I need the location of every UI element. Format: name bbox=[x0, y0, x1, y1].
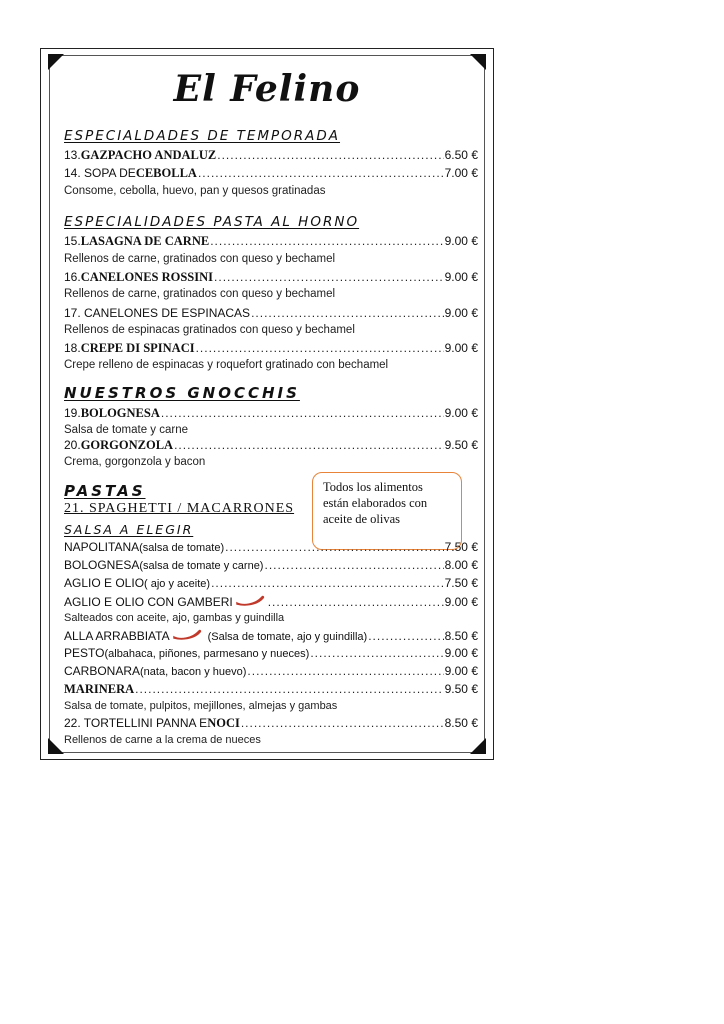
item-price: 9.00 € bbox=[444, 406, 478, 420]
subheading-spaghetti: 21. SPAGHETTI / MACARRONES bbox=[64, 501, 295, 516]
item-name: NOCI bbox=[207, 716, 240, 730]
item-number: 19. bbox=[64, 406, 81, 420]
item-description: Rellenos de carne, gratinados con queso y bechamel bbox=[64, 288, 336, 300]
item-number: 22. TORTELLINI PANNA E bbox=[64, 716, 208, 730]
sauce-marinera bbox=[64, 682, 478, 698]
item-price: 9.00 € bbox=[444, 270, 478, 284]
subheading-salsa: SALSA A ELEGIR bbox=[64, 522, 194, 537]
item-name: 17. CANELONES DE ESPINACAS bbox=[64, 306, 251, 320]
item-price: 7.50 € bbox=[444, 576, 478, 590]
sauce-detail: (Salsa de tomate, ajo y guindilla) bbox=[207, 631, 368, 643]
item-price: 9.50 € bbox=[444, 682, 478, 696]
sauce-name: AGLIO E OLIO bbox=[64, 576, 145, 590]
sauce-detail: ( ajo y aceite) bbox=[144, 578, 211, 590]
item-name: CEBOLLA bbox=[135, 166, 197, 180]
item-description: Salsa de tomate, pulpitos, mejillones, almejas y gambas bbox=[64, 700, 338, 712]
item-number: 16. bbox=[64, 270, 81, 284]
sauce-detail: (salsa de tomate y carne) bbox=[139, 560, 264, 572]
chili-pepper-icon bbox=[235, 594, 265, 606]
note-line: Todos los alimentos bbox=[323, 480, 423, 494]
sauce-carbonara bbox=[64, 664, 478, 680]
menu-item-22 bbox=[64, 716, 478, 732]
section-heading-pastas: PASTAS bbox=[64, 482, 146, 500]
sauce-detail: (salsa de tomate) bbox=[139, 542, 225, 554]
menu-item-18 bbox=[64, 341, 478, 357]
sauce-name: CARBONARA bbox=[64, 664, 141, 678]
item-price: 9.00 € bbox=[444, 306, 478, 320]
item-description: Rellenos de carne, gratinados con queso y bechamel bbox=[64, 253, 336, 265]
note-line: aceite de olivas bbox=[323, 512, 401, 526]
menu-item-20 bbox=[64, 438, 478, 454]
menu-item-19 bbox=[64, 406, 478, 422]
item-price: 9.50 € bbox=[444, 438, 478, 452]
sauce-pesto bbox=[64, 646, 478, 662]
item-description: Crema, gorgonzola y bacon bbox=[64, 456, 206, 468]
menu-item-16 bbox=[64, 270, 478, 286]
sauce-name: PESTO bbox=[64, 646, 105, 660]
sauce-detail: (nata, bacon y huevo) bbox=[140, 666, 247, 678]
section-heading-temporada: ESPECIALDADES DE TEMPORADA bbox=[64, 128, 341, 144]
item-number: 20. bbox=[64, 438, 81, 452]
item-price: 8.50 € bbox=[444, 716, 478, 730]
menu-item-15 bbox=[64, 234, 478, 250]
item-price: 9.00 € bbox=[444, 595, 478, 609]
item-number: 14. SOPA DE bbox=[64, 166, 136, 180]
menu-item-17 bbox=[64, 306, 478, 322]
item-number: 15. bbox=[64, 234, 81, 248]
item-description: Rellenos de carne a la crema de nueces bbox=[64, 734, 261, 746]
item-price: 8.50 € bbox=[444, 629, 478, 643]
menu-page bbox=[40, 48, 494, 760]
sauce-detail: (albahaca, piñones, parmesano y nueces) bbox=[104, 648, 310, 660]
item-name: CANELONES ROSSINI bbox=[80, 270, 214, 284]
sauce-arrabbiata bbox=[64, 628, 478, 644]
item-price: 9.00 € bbox=[444, 646, 478, 660]
chili-pepper-icon bbox=[172, 628, 202, 640]
note-line: están elaborados con bbox=[323, 496, 428, 510]
item-description: Salteados con aceite, ajo, gambas y guindilla bbox=[64, 612, 285, 624]
item-description: Salsa de tomate y carne bbox=[64, 424, 189, 436]
item-name: BOLOGNESA bbox=[80, 406, 160, 420]
item-description: Crepe relleno de espinacas y roquefort gratinado con bechamel bbox=[64, 359, 389, 371]
corner-ornament bbox=[470, 738, 486, 754]
sauce-name: MARINERA bbox=[64, 682, 135, 696]
item-number: 13. bbox=[64, 148, 81, 162]
sauce-gamberi bbox=[64, 594, 478, 610]
item-name: GAZPACHO ANDALUZ bbox=[80, 148, 217, 162]
item-price: 9.00 € bbox=[444, 664, 478, 678]
item-price: 9.00 € bbox=[444, 234, 478, 248]
menu-item-14 bbox=[64, 166, 478, 182]
corner-ornament bbox=[48, 738, 64, 754]
item-price: 7.50 € bbox=[444, 540, 478, 554]
item-description: Rellenos de espinacas gratinados con queso y bechamel bbox=[64, 324, 355, 336]
sauce-aglio-olio bbox=[64, 576, 478, 592]
item-name: LASAGNA DE CARNE bbox=[80, 234, 210, 248]
item-price: 7.00 € bbox=[444, 166, 478, 180]
section-heading-gnocchis: NUESTROS GNOCCHIS bbox=[64, 384, 300, 402]
section-heading-pasta-horno: ESPECIALIDADES PASTA AL HORNO bbox=[64, 214, 360, 230]
menu-inner-border bbox=[49, 55, 485, 753]
sauce-name: NAPOLITANA bbox=[64, 540, 140, 554]
sauce-bolognesa bbox=[64, 558, 478, 574]
restaurant-title: El Felino bbox=[173, 68, 361, 110]
item-description: Consome, cebolla, huevo, pan y quesos gratinadas bbox=[64, 185, 326, 197]
sauce-name: AGLIO E OLIO CON GAMBERI bbox=[64, 595, 233, 609]
menu-item-13 bbox=[64, 148, 478, 164]
item-name: CREPE DI SPINACI bbox=[80, 341, 195, 355]
item-number: 18. bbox=[64, 341, 81, 355]
item-price: 6.50 € bbox=[444, 148, 478, 162]
sauce-name: BOLOGNESA bbox=[64, 558, 140, 572]
item-name: GORGONZOLA bbox=[80, 438, 174, 452]
item-price: 9.00 € bbox=[444, 341, 478, 355]
sauce-napolitana bbox=[64, 540, 478, 556]
item-price: 8.00 € bbox=[444, 558, 478, 572]
olive-oil-note bbox=[312, 472, 462, 550]
sauce-name: ALLA ARRABBIATA bbox=[64, 629, 170, 643]
